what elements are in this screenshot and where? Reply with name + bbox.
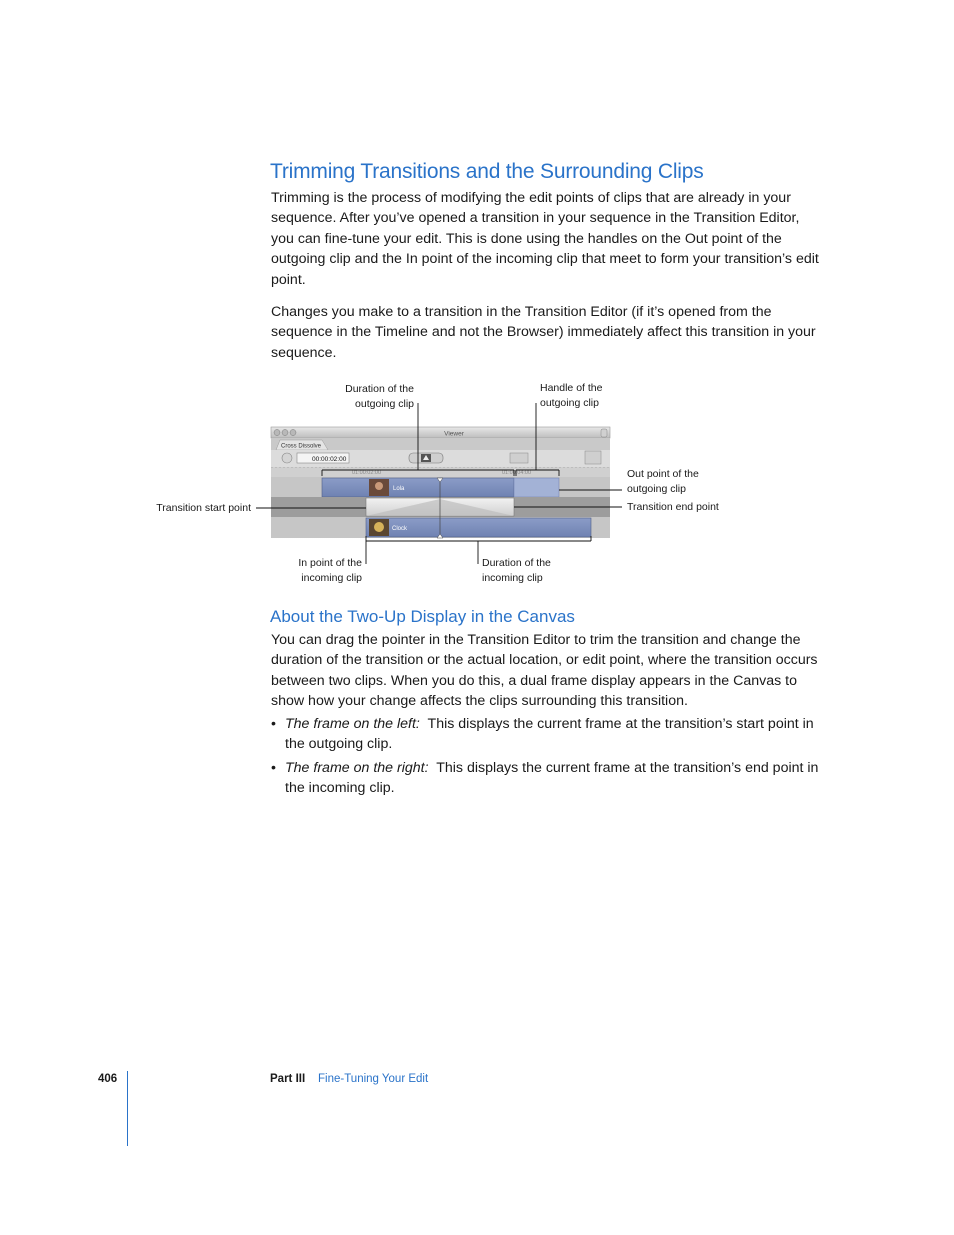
svg-text:00:00:02:00: 00:00:02:00	[312, 456, 347, 463]
svg-text:01:00:02:00: 01:00:02:00	[352, 470, 382, 476]
footer-part: Part III	[270, 1073, 306, 1085]
callout-transition-end: Transition end point	[627, 501, 719, 513]
callout-handle-outgoing: Handle of the outgoing clip	[540, 382, 603, 409]
bullet-frame-left: • The frame on the left: This displays the current frame at the transition’s start point in the outgoing clip.	[271, 716, 814, 753]
callout-duration-outgoing: Duration of the outgoing clip	[345, 383, 414, 410]
callout-in-point: In point of the incoming clip	[298, 557, 362, 584]
intro-paragraph: Trimming is the process of modifying the edit points of clips that are already in your sequence. After you’ve opened a transition in your sequence in the Transition Editor, you can fine-tune your edit. This is done using the handles on the Out point of the outgoing clip and the In point of the incoming clip that meet to form your transition’s edit point.	[271, 190, 819, 288]
window-title: Viewer	[444, 430, 464, 438]
callout-transition-start: Transition start point	[156, 502, 251, 514]
subsection-heading: About the Two-Up Display in the Canvas	[270, 607, 575, 626]
clip-outgoing[interactable]	[322, 478, 514, 497]
footer-divider	[127, 1071, 128, 1146]
callout-duration-incoming: Duration of the incoming clip	[482, 557, 551, 584]
duration-dial-icon[interactable]	[282, 453, 292, 463]
window-close-icon[interactable]	[274, 430, 280, 436]
callout-out-point: Out point of the outgoing clip	[627, 468, 699, 495]
bullet-frame-right: • The frame on the right: This displays the current frame at the transition’s end point in the incoming clip.	[271, 760, 819, 797]
second-paragraph: Changes you make to a transition in the Transition Editor (if it’s opened from the sequence in the Timeline and not the Browser) immediately affect this transition in your sequence.	[271, 304, 816, 361]
page-number: 406	[98, 1073, 118, 1085]
two-up-paragraph: You can drag the pointer in the Transition Editor to trim the transition and change the duration of the transition or the actual location, or edit point, where the transition occurs between two clips. When you do this, a dual frame display appears in the Canvas to show how your change affects the clips surrounding this transition.	[271, 632, 818, 710]
footer-chapter-link[interactable]: Fine-Tuning Your Edit	[318, 1073, 429, 1085]
svg-text:Clock: Clock	[392, 526, 408, 532]
svg-text:Lola: Lola	[393, 486, 405, 492]
svg-text:Cross Dissolve: Cross Dissolve	[281, 443, 322, 450]
reverse-button[interactable]	[510, 453, 528, 463]
clip-outgoing-handle[interactable]	[514, 478, 559, 497]
section-heading: Trimming Transitions and the Surrounding Clips	[270, 160, 704, 183]
viewer-window	[271, 427, 610, 540]
drag-hand-icon[interactable]	[585, 451, 601, 464]
svg-text:01:00:04:00: 01:00:04:00	[502, 470, 532, 476]
window-minimize-icon[interactable]	[282, 430, 288, 436]
window-zoom-icon[interactable]	[290, 430, 296, 436]
